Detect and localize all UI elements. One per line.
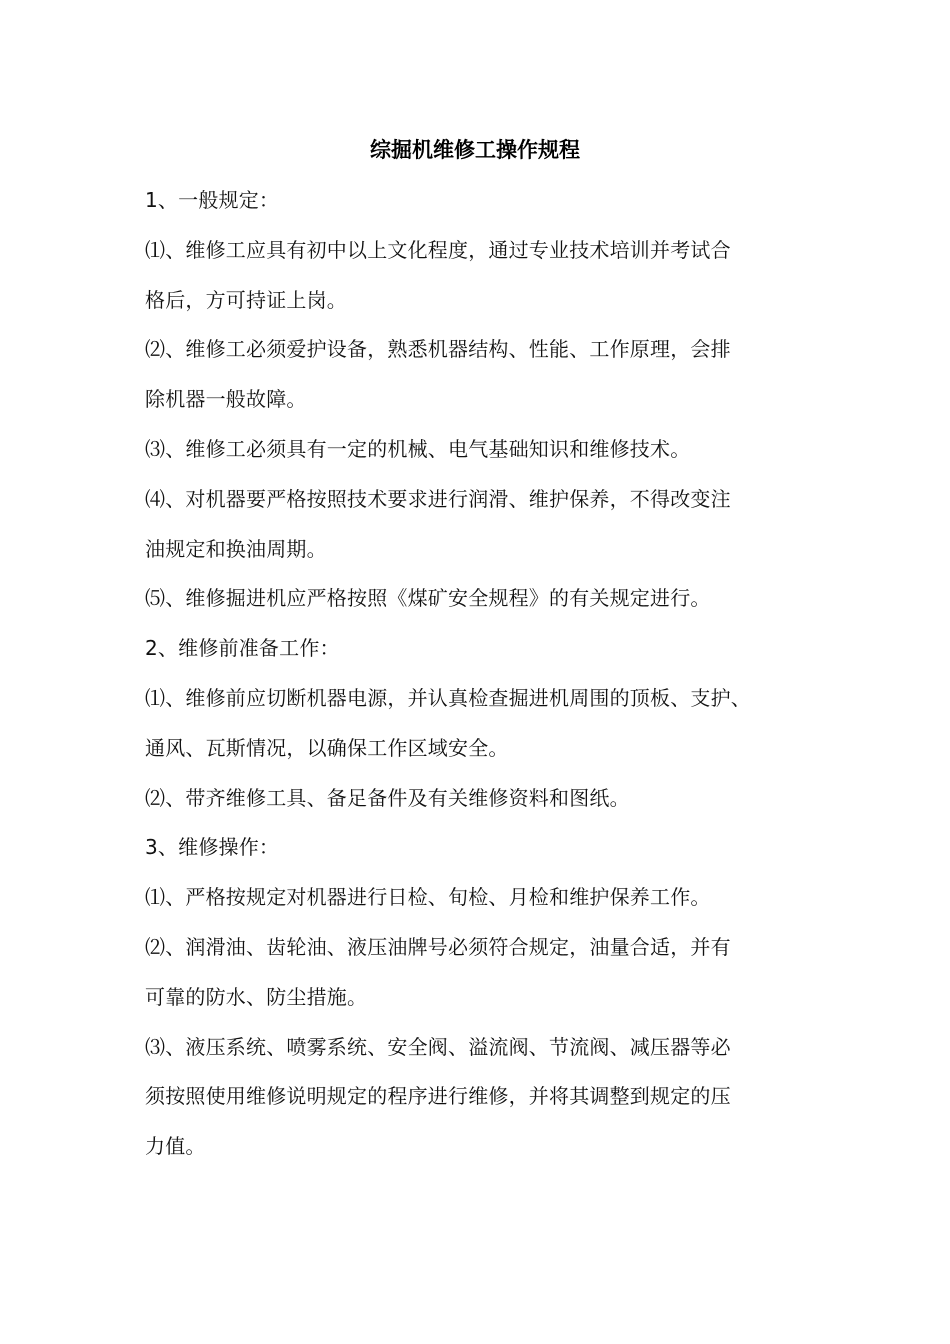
- document-title: 综掘机维修工操作规程: [370, 138, 580, 162]
- paragraph-line: ⑵、带齐维修工具、备足备件及有关维修资料和图纸。: [145, 785, 630, 810]
- paragraph-line: 除机器一般故障。: [145, 387, 307, 412]
- paragraph-line: ⑷、对机器要严格按照技术要求进行润滑、维护保养，不得改变注: [145, 486, 731, 511]
- section-heading-operation: 3、维修操作：: [145, 835, 280, 860]
- paragraph-line: 油规定和换油周期。: [145, 536, 327, 561]
- section-heading-general: 1、一般规定：: [145, 188, 280, 212]
- paragraph-line: ⑵、维修工必须爱护设备，熟悉机器结构、性能、工作原理，会排: [145, 337, 731, 362]
- paragraph-line: ⑸、维修掘进机应严格按照《煤矿安全规程》的有关规定进行。: [145, 586, 711, 611]
- document-body: [145, 184, 825, 1180]
- paragraph-line: ⑴、维修工应具有初中以上文化程度，通过专业技术培训并考试合: [145, 237, 731, 262]
- paragraph-line: ⑵、润滑油、齿轮油、液压油牌号必须符合规定，油量合适，并有: [145, 934, 731, 959]
- paragraph-line: ⑴、严格按规定对机器进行日检、旬检、月检和维护保养工作。: [145, 885, 711, 910]
- paragraph-line: 通风、瓦斯情况，以确保工作区域安全。: [145, 735, 509, 760]
- paragraph-line: ⑴、维修前应切断机器电源，并认真检查掘进机周围的顶板、支护、: [145, 685, 751, 710]
- paragraph-line: 力值。: [145, 1134, 206, 1159]
- paragraph-line: 格后，方可持证上岗。: [145, 287, 347, 312]
- paragraph-line: ⑶、维修工必须具有一定的机械、电气基础知识和维修技术。: [145, 436, 691, 461]
- section-heading-preparation: 2、维修前准备工作：: [145, 636, 340, 661]
- paragraph-line: ⑶、液压系统、喷雾系统、安全阀、溢流阀、节流阀、减压器等必: [145, 1034, 731, 1059]
- paragraph-line: 可靠的防水、防尘措施。: [145, 984, 368, 1009]
- paragraph-line: 须按照使用维修说明规定的程序进行维修，并将其调整到规定的压: [145, 1084, 731, 1109]
